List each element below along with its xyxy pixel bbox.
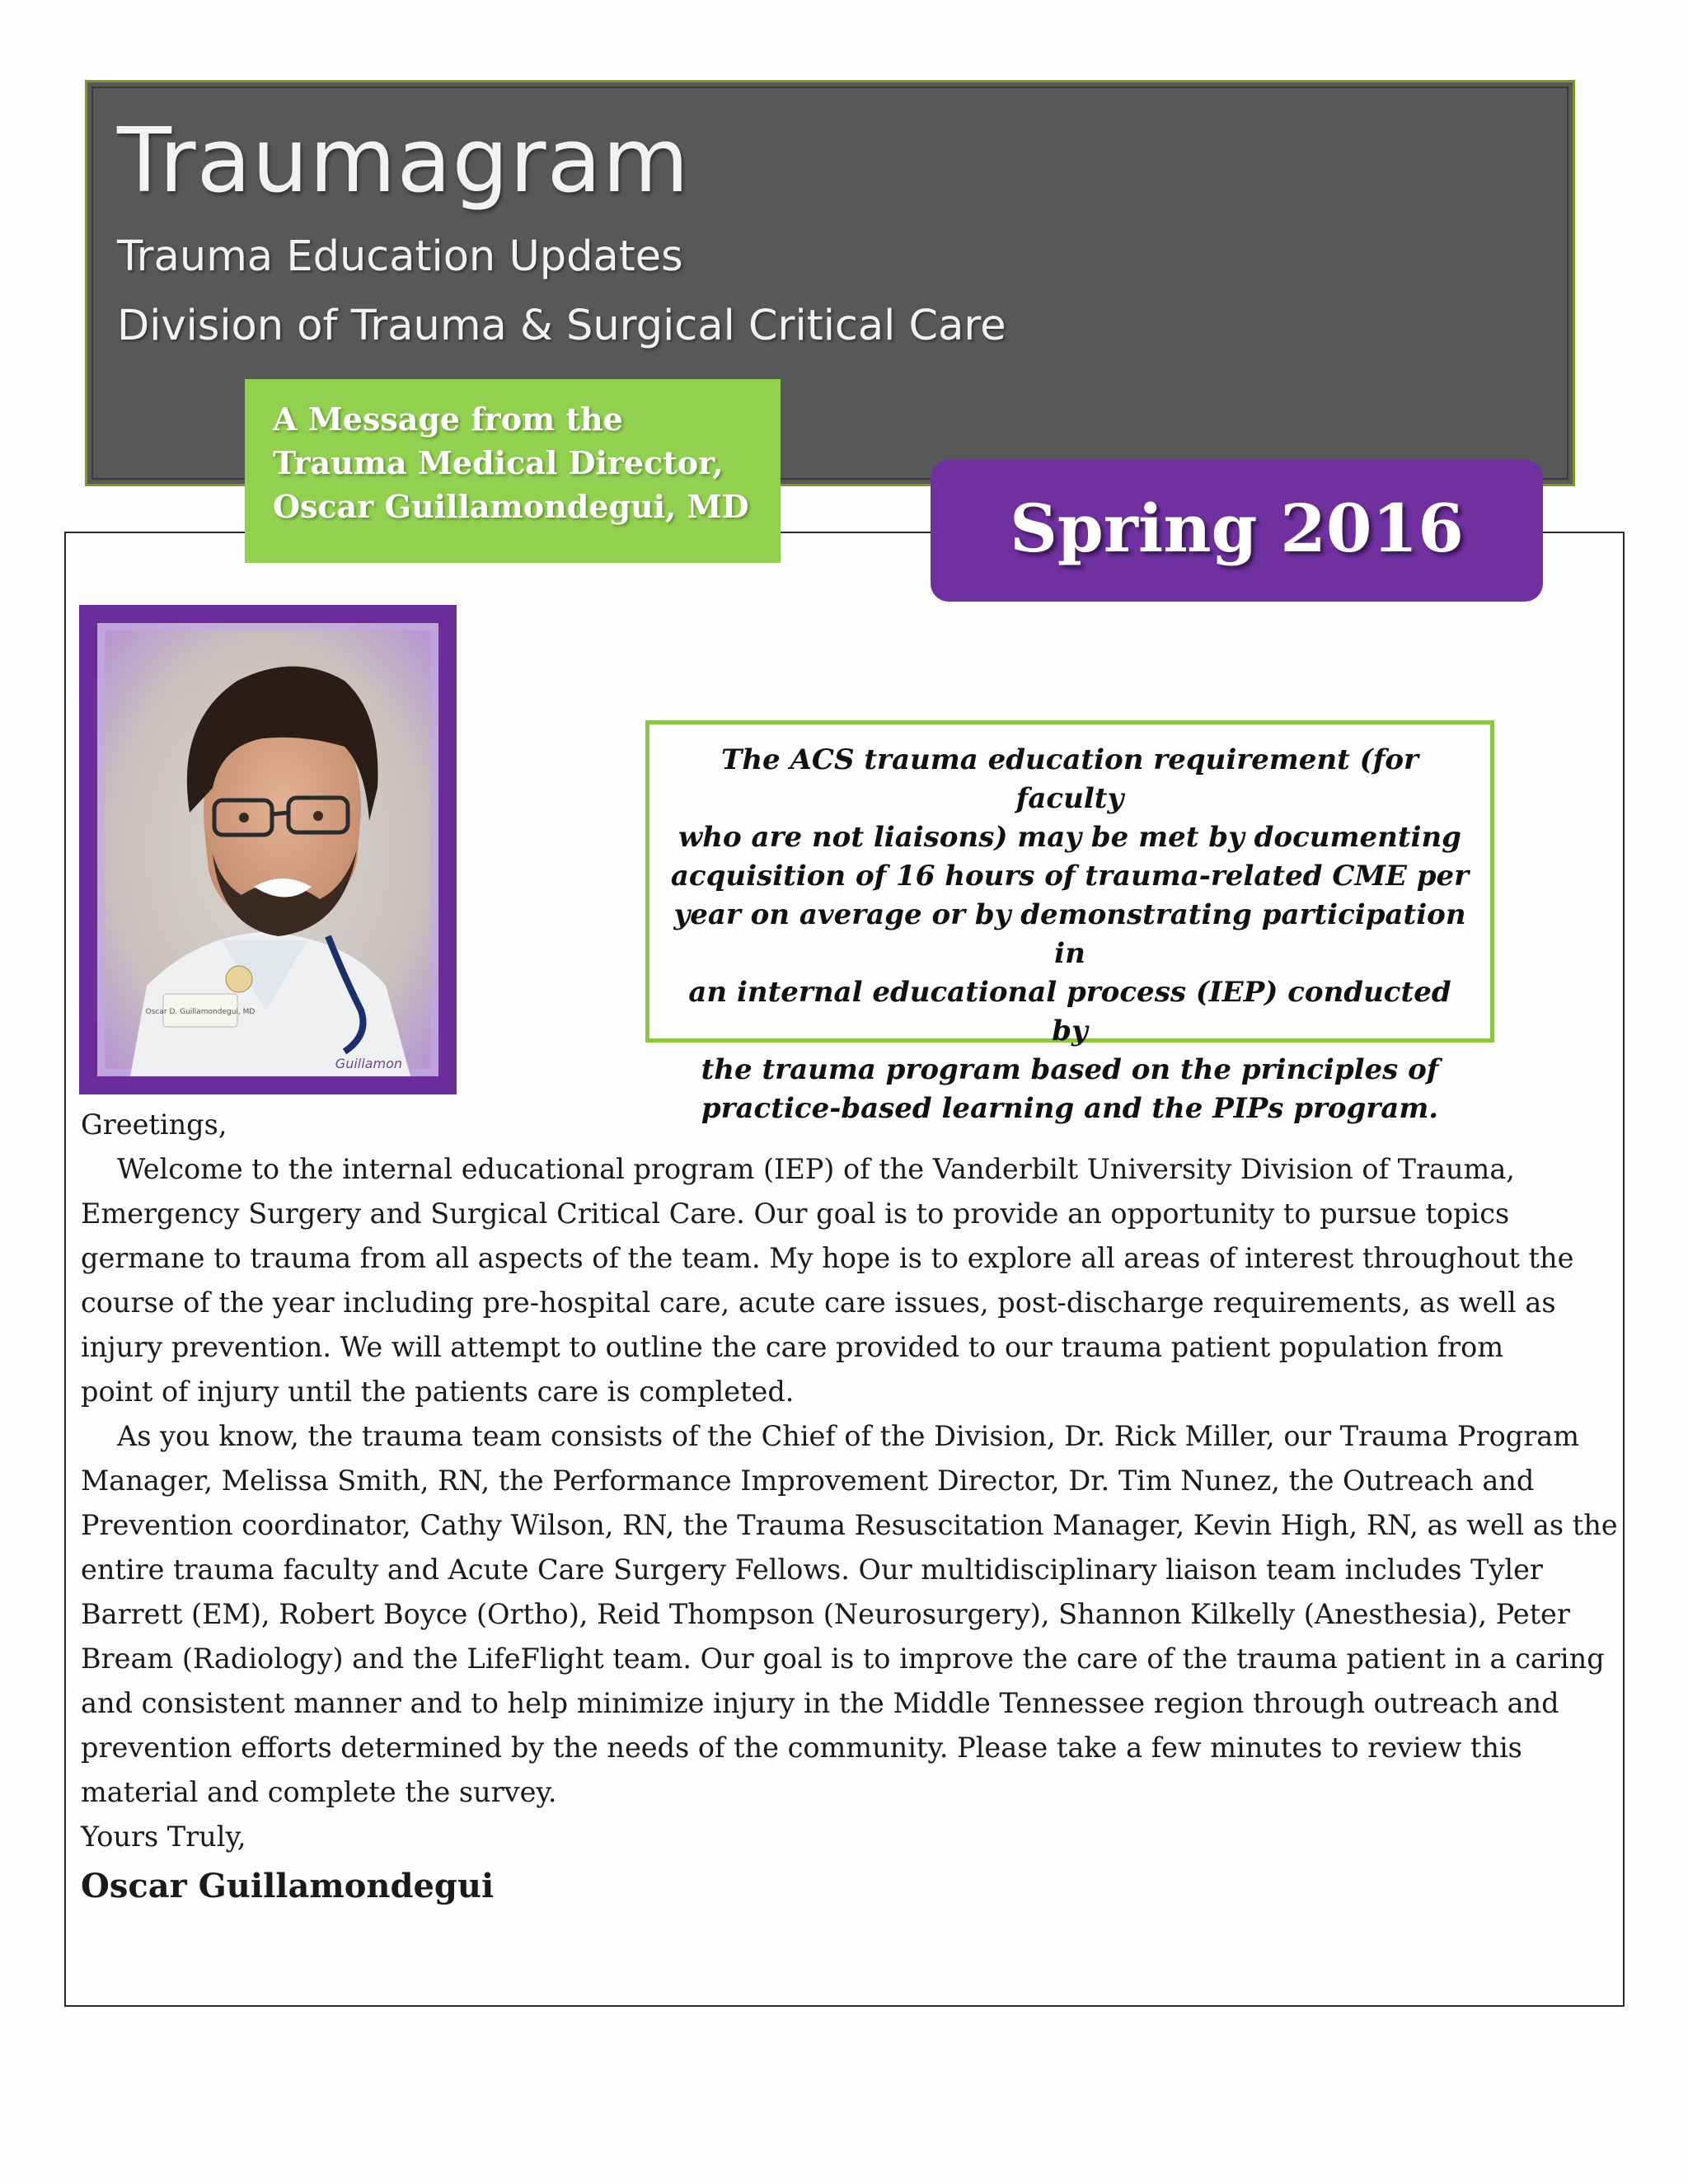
season-badge	[931, 460, 1543, 602]
letter-line: point of injury until the patients care is completed.	[81, 1376, 795, 1408]
letter-line: Manager, Melissa Smith, RN, the Performance Improvement Director, Dr. Tim Nunez, the Outreach and	[81, 1465, 1535, 1497]
letter-closing: Yours Truly,	[81, 1821, 246, 1853]
newsletter-subtitle: Trauma Education Updates	[117, 232, 683, 281]
portrait-caption: Guillamon	[335, 1056, 402, 1071]
letter-line: material and complete the survey.	[81, 1776, 557, 1808]
letter-signature: Oscar Guillamondegui	[81, 1867, 495, 1905]
message-heading-line: Oscar Guillamondegui, MD	[273, 488, 749, 525]
callout-line: acquisition of 16 hours of trauma-related CME per	[670, 860, 1470, 893]
callout-line: who are not liaisons) may be met by documenting	[678, 821, 1461, 854]
letter-greeting: Greetings,	[81, 1108, 227, 1141]
callout-line: practice-based learning and the PIPs program.	[701, 1092, 1439, 1125]
acs-requirement-callout	[645, 720, 1494, 1125]
division-name: Division of Trauma & Surgical Critical Care	[117, 302, 1006, 350]
letter-line: course of the year including pre-hospital care, acute care issues, post-discharge requirements, as well as	[81, 1286, 1556, 1319]
portrait-image	[97, 623, 438, 1076]
badge-text: Oscar D. Guillamondegui, MD	[145, 1008, 256, 1016]
season-label: Spring 2016	[1010, 490, 1464, 567]
message-heading-line: A Message from the	[273, 401, 623, 438]
letter-line: Emergency Surgery and Surgical Critical Care. Our goal is to provide an opportunity to pursue topics	[81, 1197, 1510, 1230]
letter-line: Prevention coordinator, Cathy Wilson, RN, the Trauma Resuscitation Manager, Kevin High, RN, as well as the	[81, 1509, 1618, 1541]
callout-line: year on average or by demonstrating participation in	[673, 898, 1466, 970]
letter-line: entire trauma faculty and Acute Care Surgery Fellows. Our multidisciplinary liaison team includes Tyler	[81, 1554, 1543, 1586]
letter-line: prevention efforts determined by the needs of the community. Please take a few minutes to review this	[81, 1732, 1522, 1764]
message-heading-line: Trauma Medical Director,	[273, 444, 724, 481]
director-portrait	[79, 605, 457, 1094]
director-letter	[81, 1103, 1622, 1859]
letter-line: As you know, the trauma team consists of the Chief of the Division, Dr. Rick Miller, our Trauma Program	[117, 1420, 1579, 1452]
message-heading-box	[245, 379, 781, 563]
callout-line: the trauma program based on the principles of	[701, 1053, 1439, 1086]
callout-line: an internal educational process (IEP) conducted by	[688, 976, 1451, 1047]
letter-line: Welcome to the internal educational program (IEP) of the Vanderbilt University Division of Trauma,	[117, 1153, 1515, 1185]
letter-line: and consistent manner and to help minimize injury in the Middle Tennessee region through outreach and	[81, 1687, 1559, 1719]
letter-line: injury prevention. We will attempt to outline the care provided to our trauma patient population from	[81, 1331, 1504, 1363]
letter-line: germane to trauma from all aspects of the team. My hope is to explore all areas of interest throughout the	[81, 1242, 1574, 1274]
letter-line: Barrett (EM), Robert Boyce (Ortho), Reid Thompson (Neurosurgery), Shannon Kilkelly (Anesthesia), Peter	[81, 1598, 1570, 1630]
newsletter-title: Traumagram	[117, 110, 690, 213]
callout-line: The ACS trauma education requirement (for faculty	[721, 743, 1418, 815]
letter-line: Bream (Radiology) and the LifeFlight team. Our goal is to improve the care of the trauma patient in a caring	[81, 1643, 1605, 1675]
